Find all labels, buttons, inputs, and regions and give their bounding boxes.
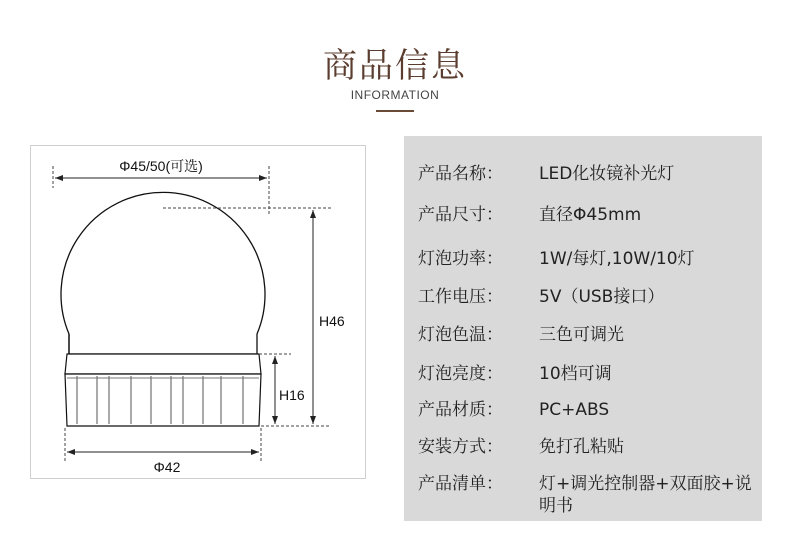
- spec-row-package: [418, 473, 759, 517]
- spec-label: 灯泡色温：: [418, 325, 503, 345]
- spec-label: 工作电压：: [418, 287, 503, 307]
- spec-label: 产品清单：: [418, 474, 503, 494]
- title-divider: [376, 110, 414, 112]
- bulb-dimension-diagram: [30, 145, 366, 479]
- spec-row-brightness: [418, 363, 759, 385]
- spec-value: LED化妆镜补光灯: [539, 164, 675, 184]
- spec-row-color-temp: [418, 324, 759, 346]
- spec-label: 产品名称：: [418, 164, 503, 184]
- spec-label: 产品尺寸：: [418, 205, 503, 225]
- page-subtitle: INFORMATION: [350, 88, 440, 102]
- spec-value: PC+ABS: [539, 400, 610, 420]
- top-width-label: Φ45/50(可选): [119, 158, 203, 174]
- spec-value: 1W/每灯,10W/10灯: [539, 249, 695, 269]
- spec-value: 直径Φ45mm: [539, 205, 642, 225]
- spec-value: 灯+调光控制器+双面胶+说明书: [539, 474, 752, 516]
- spec-value: 5V（USB接口）: [539, 287, 665, 307]
- spec-row-size: [418, 204, 759, 226]
- page-title: 商品信息: [323, 46, 467, 86]
- spec-value: 三色可调光: [539, 325, 624, 345]
- spec-row-power: [418, 248, 759, 270]
- spec-value: 10档可调: [539, 364, 612, 384]
- spec-row-voltage: [418, 286, 759, 308]
- bulb-drawing: [31, 146, 367, 480]
- spec-row-material: [418, 399, 759, 421]
- spec-row-name: [418, 163, 759, 185]
- total-height-label: H46: [319, 313, 345, 329]
- spec-row-installation: [418, 436, 759, 458]
- spec-label: 灯泡功率：: [418, 249, 503, 269]
- base-width-label: Φ42: [153, 459, 181, 475]
- spec-label: 安装方式：: [418, 437, 503, 457]
- spec-value: 免打孔粘贴: [539, 437, 624, 457]
- spec-panel: [404, 136, 762, 521]
- spec-label: 灯泡亮度：: [418, 364, 503, 384]
- base-height-label: H16: [279, 387, 305, 403]
- spec-label: 产品材质：: [418, 400, 503, 420]
